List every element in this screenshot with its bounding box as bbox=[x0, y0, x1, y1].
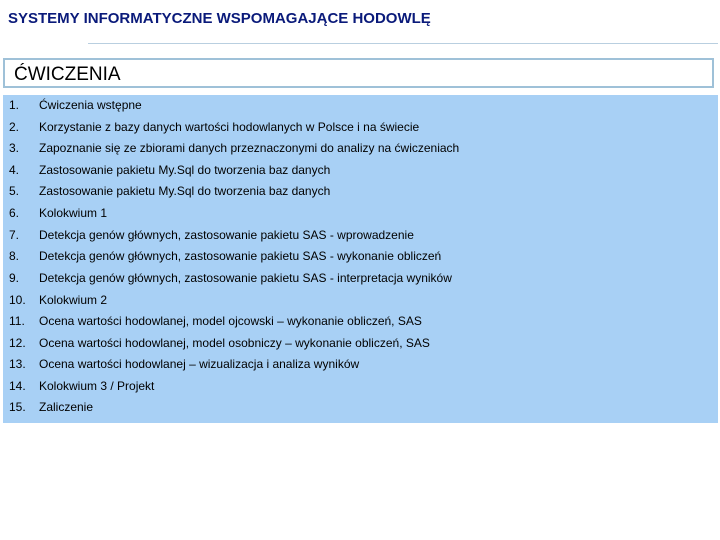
list-item bbox=[3, 181, 718, 201]
item-text: Kolokwium 3 / Projekt bbox=[39, 379, 155, 393]
item-text: Detekcja genów głównych, zastosowanie pakietu SAS - wprowadzenie bbox=[39, 228, 414, 242]
section-heading-box bbox=[3, 58, 714, 88]
item-number: 1. bbox=[9, 98, 20, 112]
item-number: 6. bbox=[9, 206, 20, 220]
item-number: 14. bbox=[9, 379, 26, 393]
list-item bbox=[3, 138, 718, 158]
list-item bbox=[3, 117, 718, 137]
list-item bbox=[3, 311, 718, 331]
item-text: Ćwiczenia wstępne bbox=[39, 98, 142, 112]
item-number: 5. bbox=[9, 184, 20, 198]
item-number: 15. bbox=[9, 400, 26, 414]
item-number: 7. bbox=[9, 228, 20, 242]
exercise-list bbox=[3, 95, 718, 423]
item-text: Ocena wartości hodowlanej, model ojcowski – wykonanie obliczeń, SAS bbox=[39, 314, 422, 328]
list-item bbox=[3, 203, 718, 223]
item-text: Detekcja genów głównych, zastosowanie pakietu SAS - interpretacja wyników bbox=[39, 271, 452, 285]
list-item bbox=[3, 246, 718, 266]
item-number: 2. bbox=[9, 120, 20, 134]
list-item bbox=[3, 290, 718, 310]
item-text: Zaliczenie bbox=[39, 400, 94, 414]
list-item bbox=[3, 376, 718, 396]
list-item bbox=[3, 354, 718, 374]
item-text: Korzystanie z bazy danych wartości hodowlanych w Polsce i na świecie bbox=[39, 120, 420, 134]
list-item bbox=[3, 333, 718, 353]
item-text: Zapoznanie się ze zbiorami danych przeznaczonymi do analizy na ćwiczeniach bbox=[39, 141, 460, 155]
item-number: 9. bbox=[9, 271, 20, 285]
item-number: 11. bbox=[9, 314, 25, 328]
item-number: 13. bbox=[9, 357, 26, 371]
item-text: Detekcja genów głównych, zastosowanie pakietu SAS - wykonanie obliczeń bbox=[39, 249, 442, 263]
item-text: Zastosowanie pakietu My.Sql do tworzenia baz danych bbox=[39, 184, 331, 198]
item-text: Ocena wartości hodowlanej, model osobniczy – wykonanie obliczeń, SAS bbox=[39, 336, 430, 350]
section-heading: ĆWICZENIA bbox=[14, 64, 121, 85]
list-item bbox=[3, 160, 718, 180]
item-text: Ocena wartości hodowlanej – wizualizacja i analiza wyników bbox=[39, 357, 360, 371]
item-number: 10. bbox=[9, 293, 26, 307]
item-text: Kolokwium 1 bbox=[39, 206, 108, 220]
item-number: 4. bbox=[9, 163, 20, 177]
item-number: 12. bbox=[9, 336, 26, 350]
item-number: 8. bbox=[9, 249, 20, 263]
list-item bbox=[3, 225, 718, 245]
title-divider bbox=[88, 43, 718, 44]
list-item bbox=[3, 397, 718, 417]
list-item bbox=[3, 268, 718, 288]
item-text: Zastosowanie pakietu My.Sql do tworzenia baz danych bbox=[39, 163, 331, 177]
page-title: SYSTEMY INFORMATYCZNE WSPOMAGAJĄCE HODOWLĘ bbox=[8, 10, 431, 27]
item-number: 3. bbox=[9, 141, 20, 155]
list-item bbox=[3, 95, 718, 115]
item-text: Kolokwium 2 bbox=[39, 293, 108, 307]
